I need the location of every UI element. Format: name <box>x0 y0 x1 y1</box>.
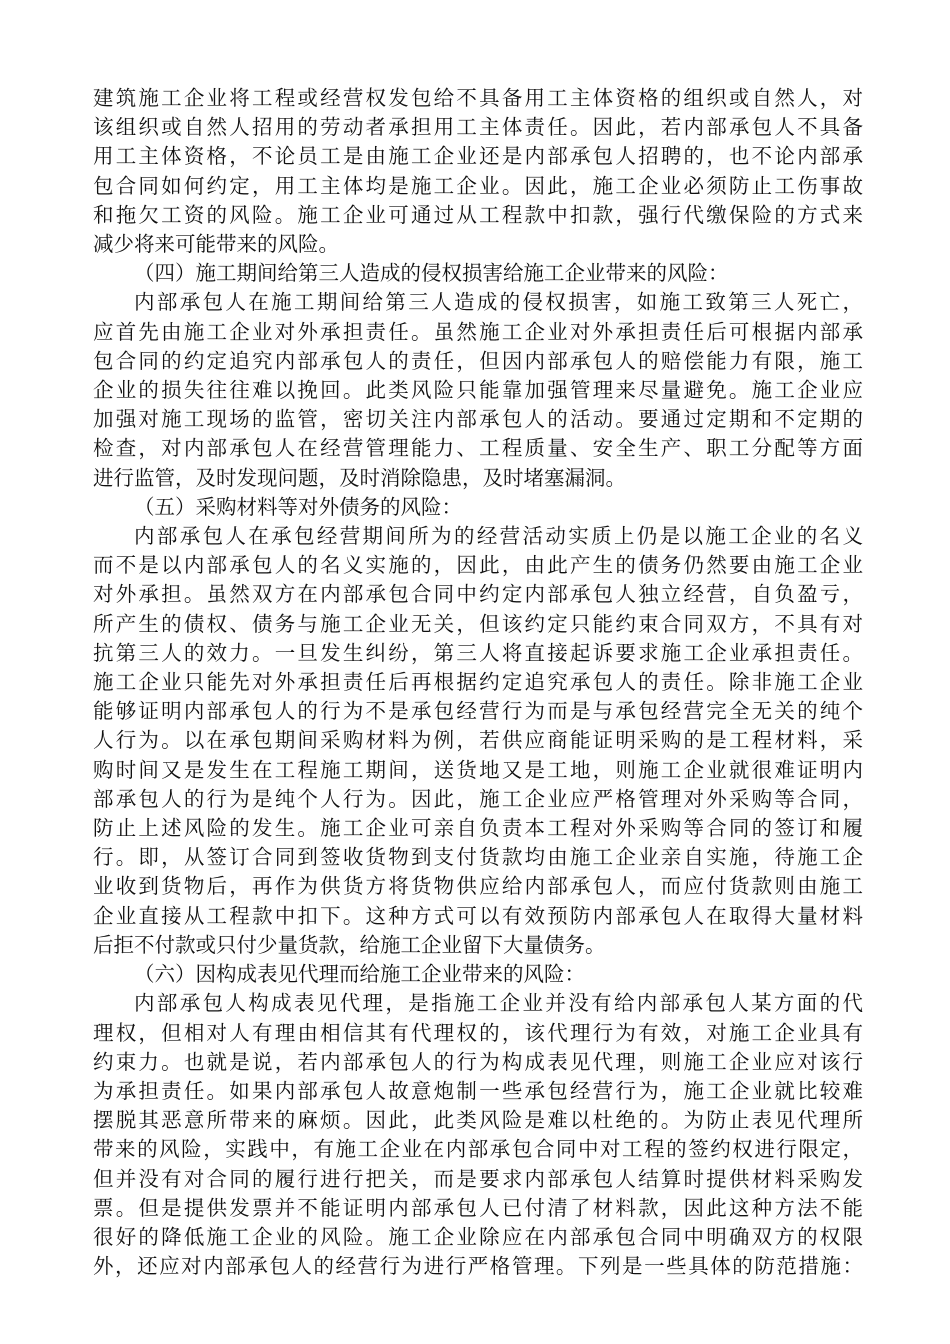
text-line: 很好的降低施工企业的风险。施工企业除应在内部承包合同中明确双方的权限 <box>93 1224 863 1249</box>
text-line: 加强对施工现场的监管，密切关注内部承包人的活动。要通过定期和不定期的 <box>93 407 863 432</box>
text-line: 企业直接从工程款中扣下。这种方式可以有效预防内部承包人在取得大量材料 <box>93 903 863 928</box>
text-line: 包合同如何约定，用工主体均是施工企业。因此，施工企业必须防止工伤事故 <box>93 173 863 198</box>
text-line: 后拒不付款或只付少量货款，给施工企业留下大量债务。 <box>93 932 606 957</box>
text-line: 约束力。也就是说，若内部承包人的行为构成表见代理，则施工企业应对该行 <box>93 1049 863 1074</box>
text-line: 为承担责任。如果内部承包人故意炮制一些承包经营行为，施工企业就比较难 <box>93 1078 863 1103</box>
text-line: 抗第三人的效力。一旦发生纠纷，第三人将直接起诉要求施工企业承担责任。 <box>93 640 863 665</box>
text-line: 部承包人的行为是纯个人行为。因此，施工企业应严格管理对外采购等合同， <box>93 786 863 811</box>
text-line: 企业的损失往往难以挽回。此类风险只能靠加强管理来尽量避免。施工企业应 <box>93 378 863 403</box>
text-line: 应首先由施工企业对外承担责任。虽然施工企业对外承担责任后可根据内部承 <box>93 319 863 344</box>
text-line: 建筑施工企业将工程或经营权发包给不具备用工主体资格的组织或自然人，对 <box>93 86 863 110</box>
text-line: 用工主体资格，不论员工是由施工企业还是内部承包人招聘的，也不论内部承 <box>93 144 863 169</box>
text-line: 内部承包人在施工期间给第三人造成的侵权损害，如施工致第三人死亡， <box>134 290 863 315</box>
text-line: 摆脱其恶意所带来的麻烦。因此，此类风险是难以杜绝的。为防止表见代理所 <box>93 1108 863 1133</box>
section-heading-4: （四）施工期间给第三人造成的侵权损害给施工企业带来的风险： <box>134 261 729 286</box>
text-line: 和拖欠工资的风险。施工企业可通过从工程款中扣款，强行代缴保险的方式来 <box>93 202 863 227</box>
text-line: 理权，但相对人有理由相信其有代理权的，该代理行为有效，对施工企业具有 <box>93 1020 863 1045</box>
text-line: 该组织或自然人招用的劳动者承担用工主体责任。因此，若内部承包人不具备 <box>93 115 863 140</box>
text-line: 内部承包人在承包经营期间所为的经营活动实质上仍是以施工企业的名义 <box>134 524 863 549</box>
text-line: 所产生的债权、债务与施工企业无关，但该约定只能约束合同双方，不具有对 <box>93 611 863 636</box>
text-line: 进行监管，及时发现问题，及时消除隐患，及时堵塞漏洞。 <box>93 465 626 490</box>
text-line: 业收到货物后，再作为供货方将货物供应给内部承包人，而应付货款则由施工 <box>93 874 863 899</box>
text-line: 包合同的约定追究内部承包人的责任，但因内部承包人的赔偿能力有限，施工 <box>93 348 863 373</box>
text-line: 对外承担。虽然双方在内部承包合同中约定内部承包人独立经营，自负盈亏， <box>93 582 863 607</box>
text-line: 人行为。以在承包期间采购材料为例，若供应商能证明采购的是工程材料，采 <box>93 728 863 753</box>
body-text <box>93 84 863 1281</box>
text-line: 内部承包人构成表见代理，是指施工企业并没有给内部承包人某方面的代 <box>134 991 863 1016</box>
text-line: 能够证明内部承包人的行为不是承包经营行为而是与承包经营完全无关的纯个 <box>93 699 863 724</box>
text-line: 施工企业只能先对外承担责任后再根据约定追究承包人的责任。除非施工企业 <box>93 670 863 695</box>
section-heading-6: （六）因构成表见代理而给施工企业带来的风险： <box>134 962 585 987</box>
text-line: 减少将来可能带来的风险。 <box>93 232 339 257</box>
text-line: 带来的风险，实践中，有施工企业在内部承包合同中对工程的签约权进行限定， <box>93 1137 863 1162</box>
text-line: 但并没有对合同的履行进行把关，而是要求内部承包人结算时提供材料采购发 <box>93 1166 863 1191</box>
text-line: 购时间又是发生在工程施工期间，送货地又是工地，则施工企业就很难证明内 <box>93 757 863 782</box>
text-line: 而不是以内部承包人的名义实施的，因此，由此产生的债务仍然要由施工企业 <box>93 553 863 578</box>
text-line: 防止上述风险的发生。施工企业可亲自负责本工程对外采购等合同的签订和履 <box>93 816 863 841</box>
text-line: 外，还应对内部承包人的经营行为进行严格管理。下列是一些具体的防范措施： <box>93 1254 863 1279</box>
text-line: 检查，对内部承包人在经营管理能力、工程质量、安全生产、职工分配等方面 <box>93 436 863 461</box>
text-line: 行。即，从签订合同到签收货物到支付货款均由施工企业亲自实施，待施工企 <box>93 845 863 870</box>
text-line: 票。但是提供发票并不能证明内部承包人已付清了材料款，因此这种方法不能 <box>93 1195 863 1220</box>
section-heading-5: （五）采购材料等对外债务的风险： <box>134 494 462 519</box>
